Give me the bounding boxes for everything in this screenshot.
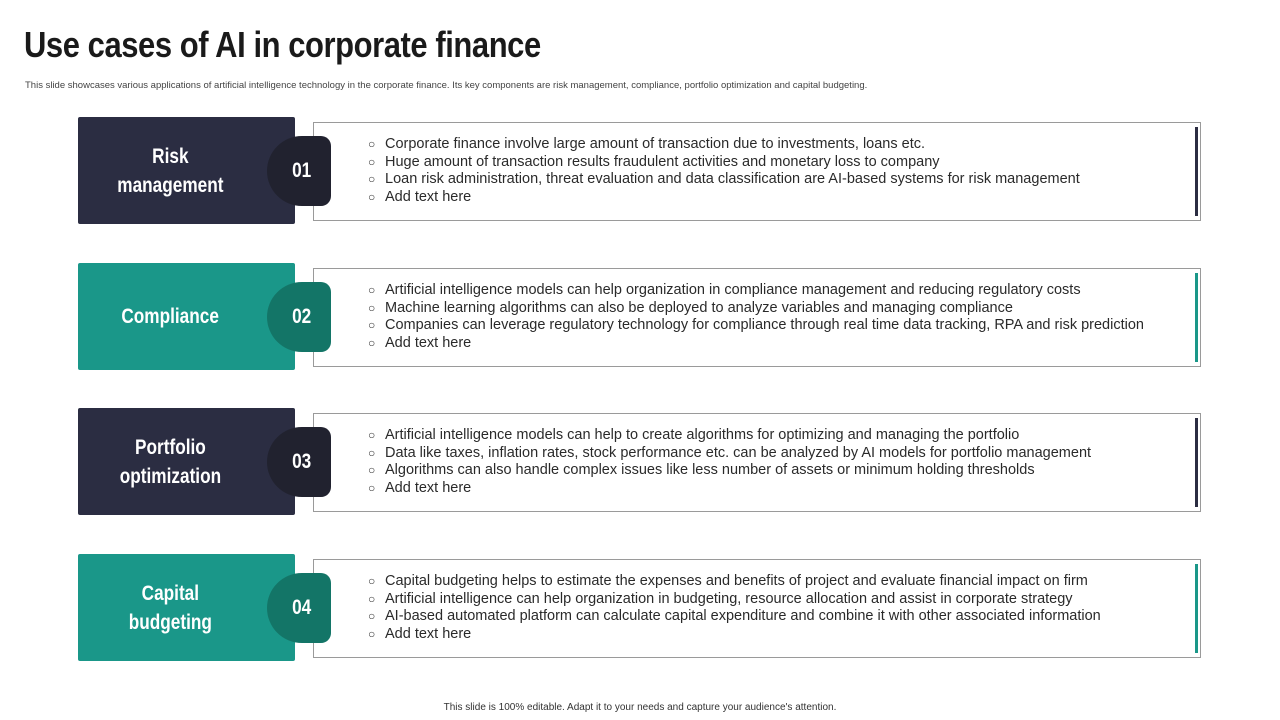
use-case-number: 04 — [292, 596, 312, 619]
hollow-circle-bullet-icon: ○ — [368, 283, 376, 297]
use-case-label-box — [78, 408, 295, 515]
use-case-label-box — [78, 263, 295, 370]
bullet-text: Algorithms can also handle complex issues like less number of assets or minimum holding thresholds — [385, 462, 1035, 479]
bullet-item — [368, 282, 1144, 300]
bullet-list — [368, 573, 1101, 643]
bullet-item — [368, 171, 1080, 189]
use-case-content-box — [313, 559, 1201, 658]
bullet-item — [368, 189, 1080, 207]
bullet-text: Artificial intelligence models can help organization in compliance management and reducing regulatory costs — [385, 282, 1081, 298]
bullet-item — [368, 427, 1091, 445]
use-case-label: Risk management — [116, 144, 224, 197]
bullet-item — [368, 136, 1080, 154]
bullet-text: Data like taxes, inflation rates, stock performance etc. can be analyzed by AI models for portfolio management — [385, 444, 1092, 461]
hollow-circle-bullet-icon: ○ — [368, 428, 376, 442]
hollow-circle-bullet-icon: ○ — [368, 626, 376, 641]
use-case-number: 01 — [292, 159, 312, 182]
use-case-row — [78, 263, 1202, 371]
use-case-row — [78, 408, 1202, 516]
bullet-item — [368, 335, 1144, 353]
hollow-circle-bullet-icon: ○ — [368, 591, 376, 606]
bullet-text: Add text here — [385, 188, 472, 205]
bullet-text: Add text here — [385, 479, 472, 496]
use-case-label: Portfolio optimization — [119, 435, 221, 488]
use-case-content-box — [313, 413, 1201, 512]
bullet-text: Artificial intelligence can help organization in budgeting, resource allocation and assist in corporate strategy — [385, 590, 1073, 607]
accent-bar — [1195, 418, 1198, 507]
hollow-circle-bullet-icon: ○ — [368, 172, 376, 187]
bullet-item — [368, 480, 1091, 498]
bullet-text: Huge amount of transaction results fraudulent activities and monetary loss to company — [385, 153, 940, 170]
bullet-item — [368, 462, 1091, 480]
use-case-row — [78, 554, 1202, 662]
use-case-number-badge — [267, 282, 331, 352]
bullet-item — [368, 445, 1091, 463]
use-case-content-box — [313, 268, 1201, 367]
hollow-circle-bullet-icon: ○ — [368, 609, 376, 624]
use-case-label: Capital budgeting — [128, 581, 212, 634]
bullet-text: Corporate finance involve large amount of transaction due to investments, loans etc. — [385, 136, 926, 152]
hollow-circle-bullet-icon: ○ — [368, 445, 376, 460]
bullet-text: AI-based automated platform can calculate capital expenditure and combine it with other associated information — [385, 608, 1101, 625]
bullet-text: Loan risk administration, threat evaluation and data classification are AI-based systems for risk management — [385, 171, 1080, 188]
page-title: Use cases of AI in corporate finance — [24, 24, 541, 65]
bullet-text: Add text here — [385, 625, 472, 642]
bullet-item — [368, 626, 1101, 644]
bullet-item — [368, 317, 1144, 335]
bullet-text: Artificial intelligence models can help to create algorithms for optimizing and managing the portfolio — [385, 427, 1020, 443]
hollow-circle-bullet-icon: ○ — [368, 137, 376, 151]
use-case-number-badge — [267, 427, 331, 497]
bullet-text: Machine learning algorithms can also be deployed to analyze variables and managing compliance — [385, 299, 1013, 316]
hollow-circle-bullet-icon: ○ — [368, 335, 376, 350]
bullet-text: Companies can leverage regulatory technology for compliance through real time data tracking, RPA and risk prediction — [385, 317, 1144, 334]
hollow-circle-bullet-icon: ○ — [368, 480, 376, 495]
hollow-circle-bullet-icon: ○ — [368, 463, 376, 478]
use-case-label: Compliance — [121, 305, 219, 328]
use-case-number-badge — [267, 136, 331, 206]
use-case-row — [78, 117, 1202, 225]
hollow-circle-bullet-icon: ○ — [368, 300, 376, 315]
accent-bar — [1195, 564, 1198, 653]
bullet-item — [368, 573, 1101, 591]
use-case-number: 02 — [292, 305, 312, 328]
use-case-number: 03 — [292, 450, 312, 473]
bullet-item — [368, 608, 1101, 626]
bullet-text: Capital budgeting helps to estimate the expenses and benefits of project and evaluate financial impact on firm — [385, 573, 1088, 589]
bullet-item — [368, 591, 1101, 609]
hollow-circle-bullet-icon: ○ — [368, 154, 376, 169]
accent-bar — [1195, 273, 1198, 362]
bullet-list — [368, 427, 1091, 497]
accent-bar — [1195, 127, 1198, 216]
hollow-circle-bullet-icon: ○ — [368, 574, 376, 588]
page-subtitle: This slide showcases various applications of artificial intelligence technology in the corporate finance. Its key components are risk management, compliance, portfolio optimization and capital budgeting. — [25, 80, 868, 91]
bullet-list — [368, 282, 1144, 352]
footer-note: This slide is 100% editable. Adapt it to your needs and capture your audience's attention. — [443, 702, 837, 713]
bullet-item — [368, 300, 1144, 318]
bullet-item — [368, 154, 1080, 172]
use-case-label-box — [78, 117, 295, 224]
hollow-circle-bullet-icon: ○ — [368, 189, 376, 204]
bullet-text: Add text here — [385, 334, 472, 351]
use-case-label-box — [78, 554, 295, 661]
bullet-list — [368, 136, 1080, 206]
hollow-circle-bullet-icon: ○ — [368, 318, 376, 333]
use-case-number-badge — [267, 573, 331, 643]
use-case-content-box — [313, 122, 1201, 221]
